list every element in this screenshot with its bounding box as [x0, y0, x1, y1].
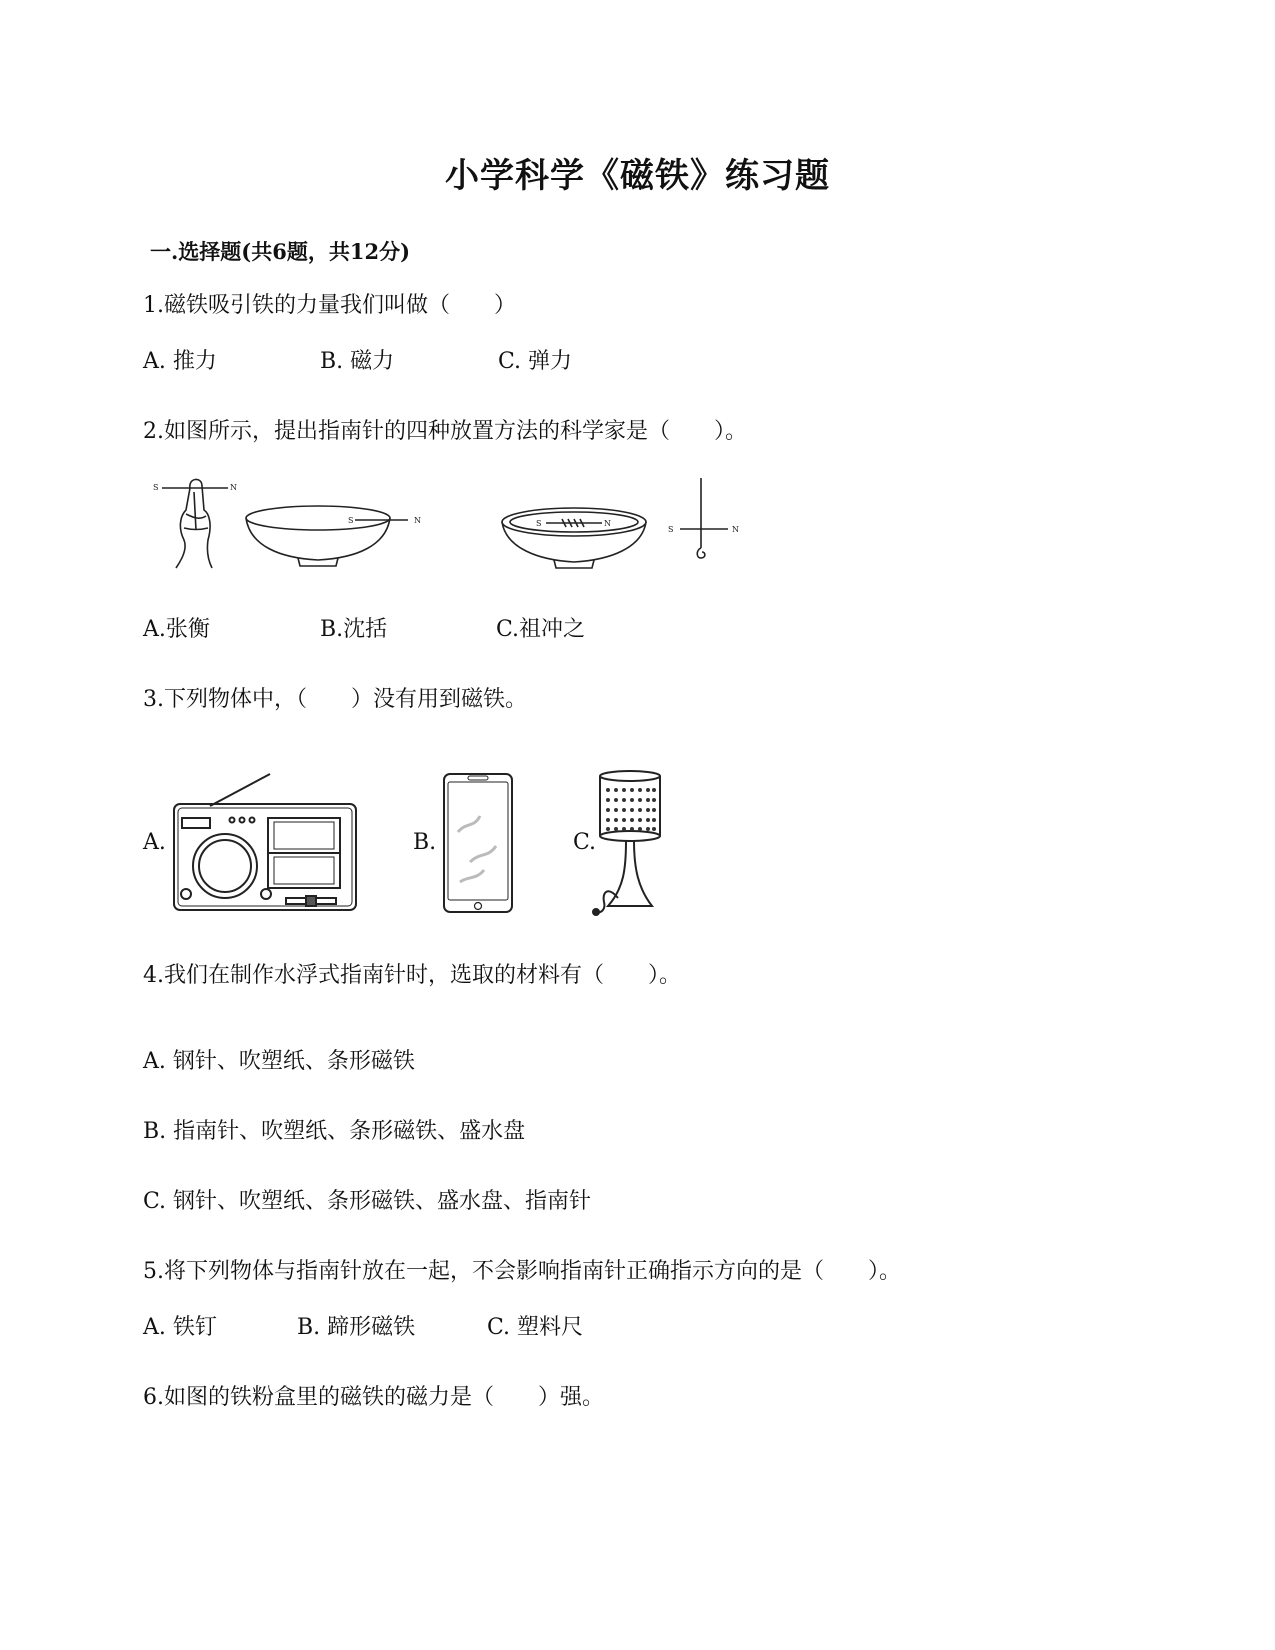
svg-text:N: N: [414, 516, 421, 525]
question-4-stem: 4.我们在制作水浮式指南针时，选取的材料有（ ）。: [143, 963, 681, 988]
radio-image: [170, 770, 360, 915]
page-title: 小学科学《磁铁》练习题: [445, 156, 830, 196]
question-1-option-a: A. 推力: [143, 349, 217, 374]
question-2-option-c: C.祖冲之: [496, 617, 586, 642]
question-4-option-c: C. 钢针、吹塑纸、条形磁铁、盛水盘、指南针: [143, 1189, 592, 1214]
compass-placement-figure: [150, 470, 750, 580]
water-floating-compass-illustration: [502, 508, 646, 568]
question-1-option-b: B. 磁力: [320, 349, 395, 374]
question-2-option-b: B.沈括: [320, 617, 388, 642]
question-2-stem: 2.如图所示，提出指南针的四种放置方法的科学家是（ ）。: [143, 419, 747, 444]
smartphone-image: [440, 772, 516, 914]
section-heading: 一.选择题(共6题，共12分): [150, 239, 411, 264]
svg-text:S: S: [348, 516, 354, 525]
svg-text:S: S: [536, 519, 542, 528]
question-1-option-c: C. 弹力: [498, 349, 573, 374]
thread-suspension-compass-illustration: [668, 478, 739, 558]
question-3-option-b-label: B.: [413, 830, 437, 855]
question-4-option-a: A. 钢针、吹塑纸、条形磁铁: [143, 1049, 415, 1074]
question-6-stem: 6.如图的铁粉盒里的磁铁的磁力是（ ）强。: [143, 1385, 604, 1410]
svg-text:S: S: [153, 483, 159, 492]
question-2-option-a: A.张衡: [143, 617, 210, 642]
question-4-option-b: B. 指南针、吹塑纸、条形磁铁、盛水盘: [143, 1119, 526, 1144]
question-5-option-a: A. 铁钉: [143, 1315, 217, 1340]
svg-text:S: S: [668, 525, 674, 534]
question-3-option-c-label: C.: [573, 830, 597, 855]
question-5-option-b: B. 蹄形磁铁: [297, 1315, 416, 1340]
svg-text:N: N: [230, 483, 237, 492]
fingertip-compass-illustration: [153, 479, 237, 568]
svg-text:N: N: [732, 525, 739, 534]
question-1-stem: 1.磁铁吸引铁的力量我们叫做（ ）: [143, 293, 516, 318]
question-3-option-a-label: A.: [143, 830, 166, 855]
bowl-rim-compass-illustration: [246, 506, 421, 566]
table-lamp-image: [588, 768, 668, 918]
question-5-option-c: C. 塑料尺: [487, 1315, 584, 1340]
svg-text:N: N: [604, 519, 611, 528]
question-5-stem: 5.将下列物体与指南针放在一起，不会影响指南针正确指示方向的是（ ）。: [143, 1259, 901, 1284]
question-3-stem: 3.下列物体中，（ ）没有用到磁铁。: [143, 687, 527, 712]
